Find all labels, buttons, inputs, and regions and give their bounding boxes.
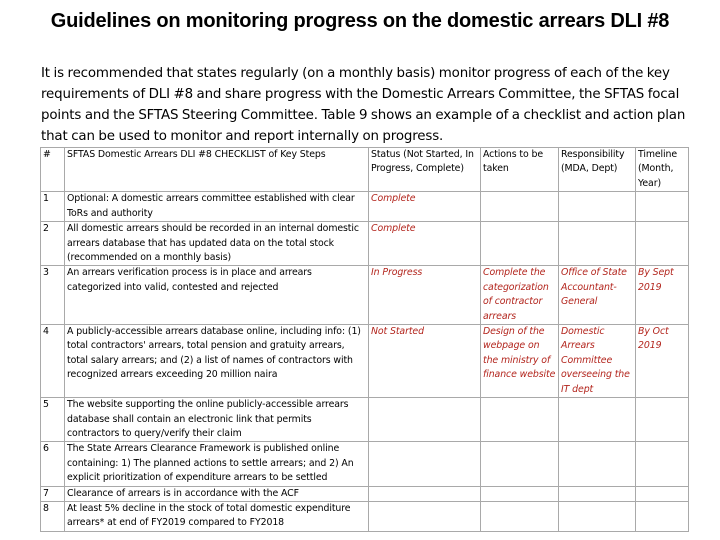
row-timeline: By Oct 2019 (636, 325, 689, 398)
row-responsibility: Office of State Accountant-General (559, 266, 636, 325)
row-step: Clearance of arrears is in accordance with the ACF (65, 486, 369, 501)
table-row (41, 486, 689, 501)
row-actions (481, 398, 559, 442)
page-title: Guidelines on monitoring progress on the domestic arrears DLI #8 (50, 10, 670, 32)
row-step: At least 5% decline in the stock of total domestic expenditure arrears* at end of FY2019 compared to FY2018 (65, 501, 369, 531)
row-timeline: By Sept 2019 (636, 266, 689, 325)
row-actions (481, 222, 559, 266)
row-responsibility (559, 222, 636, 266)
row-num: 5 (41, 398, 65, 442)
table-row (41, 325, 689, 398)
table-header-row (41, 148, 689, 192)
row-num: 7 (41, 486, 65, 501)
row-status: Complete (369, 222, 481, 266)
row-responsibility (559, 398, 636, 442)
row-responsibility (559, 501, 636, 531)
row-step: The State Arrears Clearance Framework is published online containing: 1) The planned actions to settle arrears; and 2) An explicit prioritization of expenditure arrears to be settled (65, 442, 369, 486)
row-actions (481, 192, 559, 222)
header-responsibility: Responsibility (MDA, Dept) (559, 148, 636, 192)
row-num: 1 (41, 192, 65, 222)
row-status: In Progress (369, 266, 481, 325)
header-num: # (41, 148, 65, 192)
row-status (369, 501, 481, 531)
row-actions: Design of the webpage on the ministry of finance website (481, 325, 559, 398)
checklist-table (40, 147, 689, 532)
row-actions (481, 486, 559, 501)
row-timeline (636, 222, 689, 266)
row-timeline (636, 442, 689, 486)
row-actions (481, 442, 559, 486)
row-step: The website supporting the online publicly-accessible arrears database shall contain an electronic link that permits contractors to query/verify their claim (65, 398, 369, 442)
row-actions (481, 501, 559, 531)
table-row (41, 442, 689, 486)
row-num: 8 (41, 501, 65, 531)
row-timeline (636, 192, 689, 222)
row-step: Optional: A domestic arrears committee established with clear ToRs and authority (65, 192, 369, 222)
row-num: 2 (41, 222, 65, 266)
row-num: 3 (41, 266, 65, 325)
table-row (41, 501, 689, 531)
header-checklist: SFTAS Domestic Arrears DLI #8 CHECKLIST of Key Steps (65, 148, 369, 192)
row-responsibility: Domestic Arrears Committee overseeing the IT dept (559, 325, 636, 398)
row-responsibility (559, 192, 636, 222)
table-row (41, 266, 689, 325)
table-row (41, 192, 689, 222)
row-status: Complete (369, 192, 481, 222)
header-status: Status (Not Started, In Progress, Complete) (369, 148, 481, 192)
table-row (41, 222, 689, 266)
row-responsibility (559, 442, 636, 486)
row-timeline (636, 486, 689, 501)
row-status: Not Started (369, 325, 481, 398)
row-responsibility (559, 486, 636, 501)
row-step: All domestic arrears should be recorded in an internal domestic arrears database that has updated data on the total stock (recommended on a monthly basis) (65, 222, 369, 266)
row-step: A publicly-accessible arrears database online, including info: (1) total contractors' arrears, total pension and gratuity arrears, total salary arrears; and (2) a list of names of contractors with recognized arrears exceeding 20 million naira (65, 325, 369, 398)
header-actions: Actions to be taken (481, 148, 559, 192)
row-actions: Complete the categorization of contractor arrears (481, 266, 559, 325)
row-num: 6 (41, 442, 65, 486)
table-row (41, 398, 689, 442)
row-status (369, 442, 481, 486)
row-step: An arrears verification process is in place and arrears categorized into valid, contested and rejected (65, 266, 369, 325)
row-timeline (636, 398, 689, 442)
row-status (369, 398, 481, 442)
row-num: 4 (41, 325, 65, 398)
row-timeline (636, 501, 689, 531)
header-timeline: Timeline (Month, Year) (636, 148, 689, 192)
intro-paragraph: It is recommended that states regularly (on a monthly basis) monitor progress of each of the key requirements of DLI #8 and share progress with the Domestic Arrears Committee, the SFTAS focal points and the SFTAS Steering Committee. Table 9 shows an example of a checklist and action plan that can be used to monitor and report internally on progress. (41, 66, 686, 144)
row-status (369, 486, 481, 501)
